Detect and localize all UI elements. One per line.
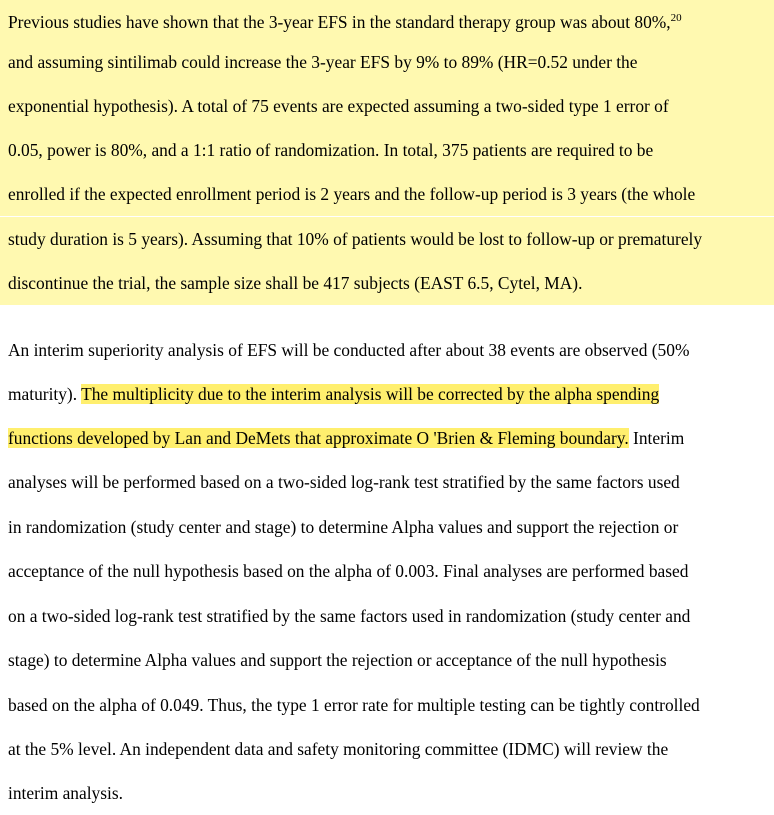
p2-line-11	[0, 771, 774, 815]
p2-line-4	[0, 460, 774, 504]
p2-line-7	[0, 594, 774, 638]
p2-line-10	[0, 727, 774, 771]
p2-line-6	[0, 549, 774, 593]
p2-line-8-text: stage) to determine Alpha values and support the rejection or acceptance of the null hypothesis	[8, 649, 667, 670]
p2-line-4-text: analyses will be performed based on a two-sided log-rank test stratified by the same factors used	[8, 471, 680, 492]
p1-line-4-text: 0.05, power is 80%, and a 1:1 ratio of randomization. In total, 375 patients are required to be	[8, 139, 654, 160]
p1-line-5-text: enrolled if the expected enrollment period is 2 years and the follow-up period is 3 years (the whole	[8, 183, 696, 204]
p1-line-4	[0, 128, 774, 172]
p1-line-7	[0, 261, 774, 305]
p1-line-1	[0, 0, 774, 44]
p1-line-3-text: exponential hypothesis). A total of 75 events are expected assuming a two-sided type 1 error of	[8, 95, 669, 116]
p1-line-3	[0, 84, 774, 128]
p2-line-2	[0, 372, 774, 416]
p2-line-6-text: acceptance of the null hypothesis based on the alpha of 0.003. Final analyses are performed based	[8, 560, 689, 581]
p2-line-2-highlight: The multiplicity due to the interim analysis will be corrected by the alpha spending	[81, 383, 660, 404]
p1-line-5	[0, 172, 774, 216]
p2-line-3-highlight: functions developed by Lan and DeMets that approximate O 'Brien & Fleming boundary.	[8, 427, 629, 448]
p2-line-9	[0, 683, 774, 727]
p1-line-1-text: Previous studies have shown that the 3-year EFS in the standard therapy group was about 80%,	[8, 11, 671, 32]
p2-line-7-text: on a two-sided log-rank test stratified by the same factors used in randomization (study center and	[8, 605, 691, 626]
p2-line-8	[0, 638, 774, 682]
p2-line-10-text: at the 5% level. An independent data and safety monitoring committee (IDMC) will review the	[8, 738, 669, 759]
p2-line-3-plain: Interim	[628, 427, 685, 448]
p2-line-1-text: An interim superiority analysis of EFS will be conducted after about 38 events are observed (50%	[8, 339, 690, 360]
p1-line-6	[0, 217, 774, 261]
p1-line-2	[0, 40, 774, 84]
p2-line-2-plain: maturity).	[8, 383, 82, 404]
p2-line-9-text: based on the alpha of 0.049. Thus, the type 1 error rate for multiple testing can be tightly controlled	[8, 694, 700, 715]
p2-line-3	[0, 416, 774, 460]
p2-line-5	[0, 505, 774, 549]
p1-line-7-text: discontinue the trial, the sample size shall be 417 subjects (EAST 6.5, Cytel, MA).	[8, 272, 583, 293]
citation-superscript: 20	[670, 11, 682, 24]
p2-line-1	[0, 328, 774, 372]
p1-line-6-text: study duration is 5 years). Assuming that 10% of patients would be lost to follow-up or prematurely	[8, 228, 703, 249]
p1-line-2-text: and assuming sintilimab could increase the 3-year EFS by 9% to 89% (HR=0.52 under the	[8, 51, 638, 72]
p2-line-5-text: in randomization (study center and stage) to determine Alpha values and support the rejection or	[8, 516, 679, 537]
p2-line-11-text: interim analysis.	[8, 782, 123, 803]
